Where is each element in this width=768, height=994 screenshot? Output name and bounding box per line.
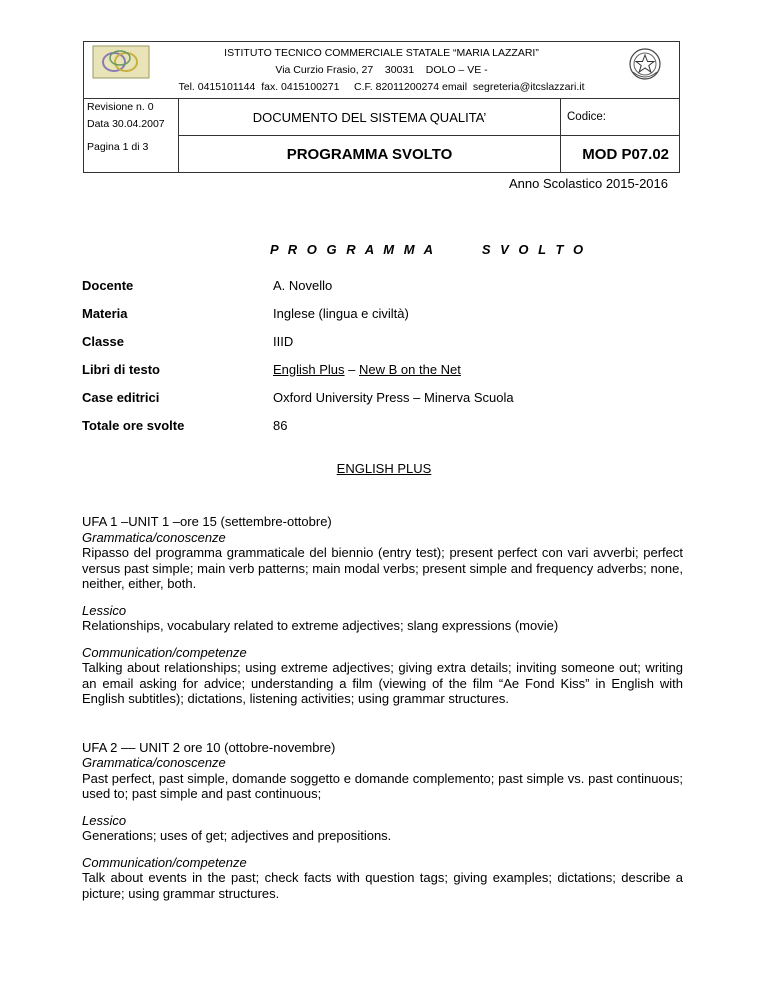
school-logo-icon (92, 45, 150, 79)
ufa1-lexis-label: Lessico (82, 602, 127, 618)
book-separator: – (344, 361, 360, 377)
info-label: Materia (82, 305, 128, 321)
school-year: Anno Scolastico 2015-2016 (508, 176, 668, 191)
ufa2-grammar-label: Grammatica/conoscenze (82, 755, 226, 770)
ufa1-comm-text: Talking about relationships; using extreme adjectives; giving extra details; inviting someone out; writing an email asking for advice; understanding a film (viewing of the film “Ae Fond Kiss” in English with English subtitles); dictations, listening activities; using grammar structures. (82, 660, 683, 706)
republic-emblem-icon (627, 46, 663, 82)
ufa1-lexis-text: Relationships, vocabulary related to extreme adjectives; slang expressions (movie) (82, 618, 559, 633)
ufa1-title: UFA 1 –UNIT 1 –ore 15 (settembre-ottobre) (82, 514, 332, 529)
info-value: 86 (273, 417, 288, 433)
code-value: MOD P07.02 (561, 136, 680, 173)
info-row-editrici (82, 383, 682, 411)
info-value: IIID (273, 333, 294, 349)
book-title-2: New B on the Net (359, 361, 461, 377)
info-row-classe (82, 327, 682, 355)
info-value: Inglese (lingua e civiltà) (273, 305, 409, 321)
info-table (82, 271, 682, 439)
ufa1-grammar-label: Grammatica/conoscenze (82, 529, 226, 545)
ufa1-grammar-text: Ripasso del programma grammaticale del biennio (entry test); present perfect con vari avverbi; perfect versus past simple; main verb patterns; main modal verbs; present simple and frequency adverbs; none, neither, either, both. (82, 545, 683, 591)
revision-cell (84, 99, 179, 173)
info-value: Oxford University Press – Minerva Scuola (273, 389, 514, 405)
spaced-title: P R O G R A M M A S V O L T O (270, 242, 587, 257)
info-value: A. Novello (273, 277, 333, 293)
ufa2-comm-label: Communication/competenze (82, 854, 247, 870)
info-row-materia (82, 299, 682, 327)
document-header (83, 41, 680, 173)
info-row-ore (82, 411, 682, 439)
institute-name: ISTITUTO TECNICO COMMERCIALE STATALE “MARIA LAZZARI” (224, 47, 539, 59)
info-label: Case editrici (82, 389, 160, 405)
info-label: Docente (82, 277, 134, 293)
program-title: PROGRAMMA SVOLTO (179, 136, 561, 173)
ufa2-title: UFA 2 –– UNIT 2 ore 10 (ottobre-novembre) (82, 739, 336, 755)
info-value (273, 362, 461, 377)
document-system-title: DOCUMENTO DEL SISTEMA QUALITA’ (179, 99, 561, 136)
ufa2-comm-text: Talk about events in the past; check facts with question tags; giving examples; dictations; describe a picture; using grammar structures. (82, 870, 683, 901)
info-label: Totale ore svolte (82, 417, 185, 433)
revision-date: Data 30.04.2007 (87, 118, 165, 130)
ufa2-lexis-text: Generations; uses of get; adjectives and prepositions. (82, 828, 392, 843)
institute-address: Via Curzio Frasio, 27 30031 DOLO – VE - (275, 64, 488, 76)
program-content (82, 514, 683, 901)
info-row-docente (82, 271, 682, 299)
section-title: ENGLISH PLUS (336, 461, 432, 476)
ufa1-comm-label: Communication/competenze (82, 644, 247, 660)
book-title-1: English Plus (273, 361, 345, 377)
info-label: Libri di testo (82, 361, 160, 377)
revision-number: Revisione n. 0 (87, 101, 154, 113)
code-label: Codice: (561, 99, 680, 136)
ufa2-lexis-label: Lessico (82, 812, 127, 828)
institute-contacts: Tel. 0415101144 fax. 0415100271 C.F. 82011200274 email segreteria@itcslazzari.it (178, 81, 585, 93)
institute-header-cell (84, 42, 680, 99)
info-label: Classe (82, 333, 124, 349)
page-number: Pagina 1 di 3 (87, 141, 149, 153)
ufa2-grammar-text: Past perfect, past simple, domande soggetto e domande complemento; past simple vs. past continuous; used to; past simple and past continuous; (82, 770, 683, 801)
info-row-libri (82, 355, 682, 383)
